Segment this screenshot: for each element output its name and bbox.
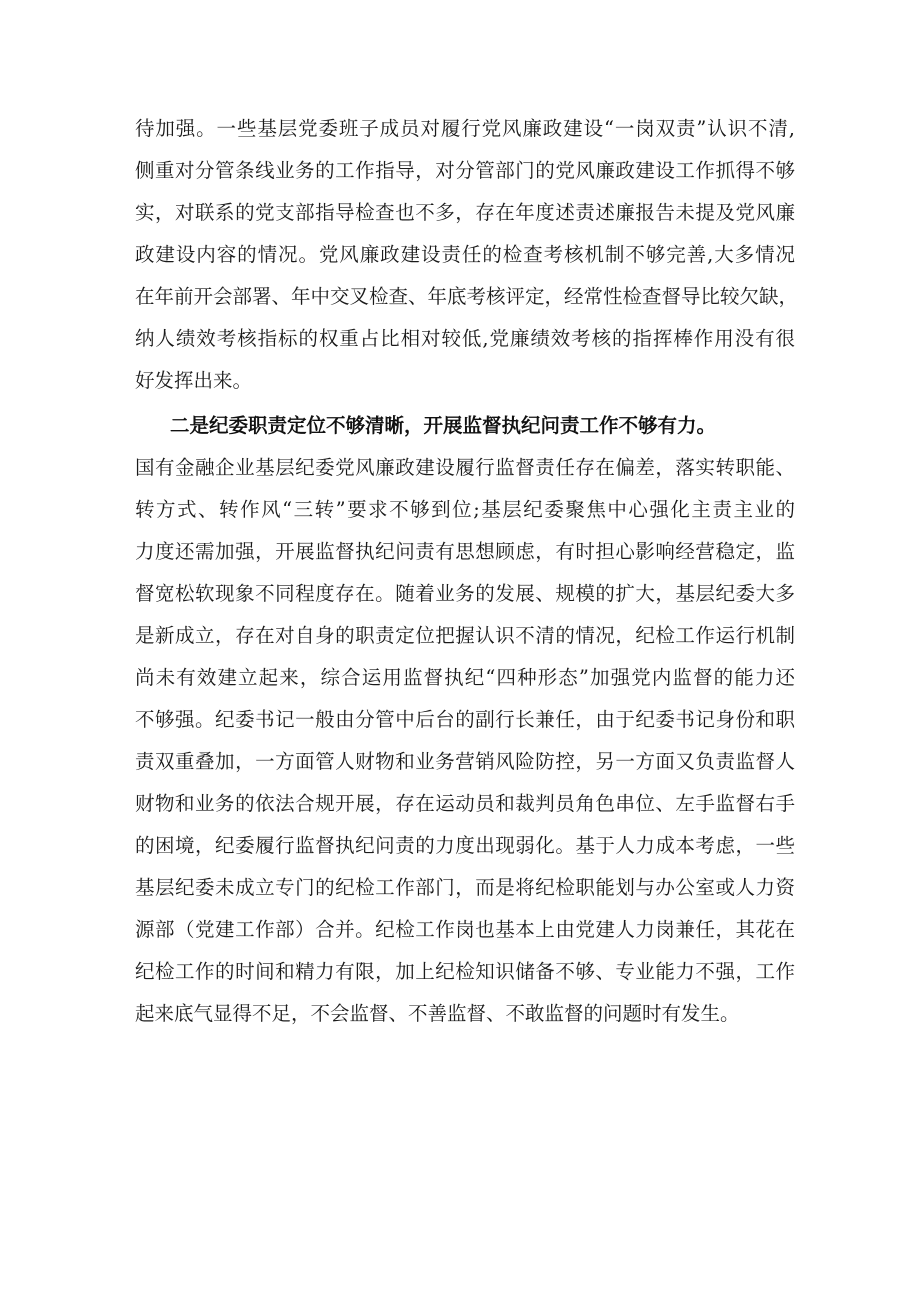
paragraph-2-line-13: 纪检工作的时间和精力有限，加上纪检知识储备不够、专业能力不强，工作: [135, 960, 795, 983]
paragraph-1-line-7: 好发挥出来。: [135, 369, 253, 392]
paragraph-1-line-6: 纳人绩效考核指标的权重占比相对较低,党廉绩效考核的指挥棒作用没有很: [135, 327, 795, 350]
paragraph-2-line-1: 国有金融企业基层纪委党风廉政建设履行监督责任存在偏差，落实转职能、: [135, 456, 795, 479]
paragraph-1-line-1: 待加强。一些基层党委班子成员对履行党风廉政建设“一岗双责”认识不清,: [135, 117, 795, 140]
paragraph-1-line-2: 侧重对分管条线业务的工作指导，对分管部门的党风廉政建设工作抓得不够: [135, 159, 795, 182]
paragraph-1-line-5: 在年前开会部署、年中交叉检查、年底考核评定，经常性检查督导比较欠缺，: [135, 285, 799, 308]
paragraph-2-line-7: 不够强。纪委书记一般由分管中后台的副行长兼任，由于纪委书记身份和职: [135, 708, 795, 731]
paragraph-2-line-14: 起来底气显得不足，不会监督、不善监督、不敢监督的问题时有发生。: [135, 1002, 740, 1025]
section-heading-2: 二是纪委职责定位不够清晰，开展监督执纪问责工作不够有力。: [170, 414, 717, 437]
paragraph-2-line-3: 力度还需加强，开展监督执纪问责有思想顾虑，有时担心影响经营稳定，监: [135, 540, 795, 563]
paragraph-2-line-4: 督宽松软现象不同程度存在。随着业务的发展、规模的扩大，基层纪委大多: [135, 582, 795, 605]
paragraph-2-line-12: 源部（党建工作部）合并。纪检工作岗也基本上由党建人力岗兼任，其花在: [135, 918, 795, 941]
paragraph-1-line-4: 政建设内容的情况。党风廉政建设责任的检查考核机制不够完善,大多情况: [135, 243, 795, 266]
paragraph-1-line-3: 实，对联系的党支部指导检查也不多，存在年度述责述廉报告未提及党风廉: [135, 201, 795, 224]
paragraph-2-line-2: 转方式、转作风“三转”要求不够到位;基层纪委聚焦中心强化主责主业的: [135, 498, 795, 521]
paragraph-2-line-6: 尚未有效建立起来，综合运用监督执纪“四种形态”加强党内监督的能力还: [135, 666, 795, 689]
paragraph-2-line-10: 的困境，纪委履行监督执纪问责的力度出现弱化。基于人力成本考虑，一些: [135, 834, 795, 857]
paragraph-2-line-5: 是新成立，存在对自身的职责定位把握认识不清的情况，纪检工作运行机制: [135, 624, 795, 647]
paragraph-2-line-8: 责双重叠加，一方面管人财物和业务营销风险防控，另一方面又负责监督人: [135, 750, 795, 773]
paragraph-2-line-11: 基层纪委未成立专门的纪检工作部门，而是将纪检职能划与办公室或人力资: [135, 876, 795, 899]
paragraph-2-line-9: 财物和业务的依法合规开展，存在运动员和裁判员角色串位、左手监督右手: [135, 792, 795, 815]
